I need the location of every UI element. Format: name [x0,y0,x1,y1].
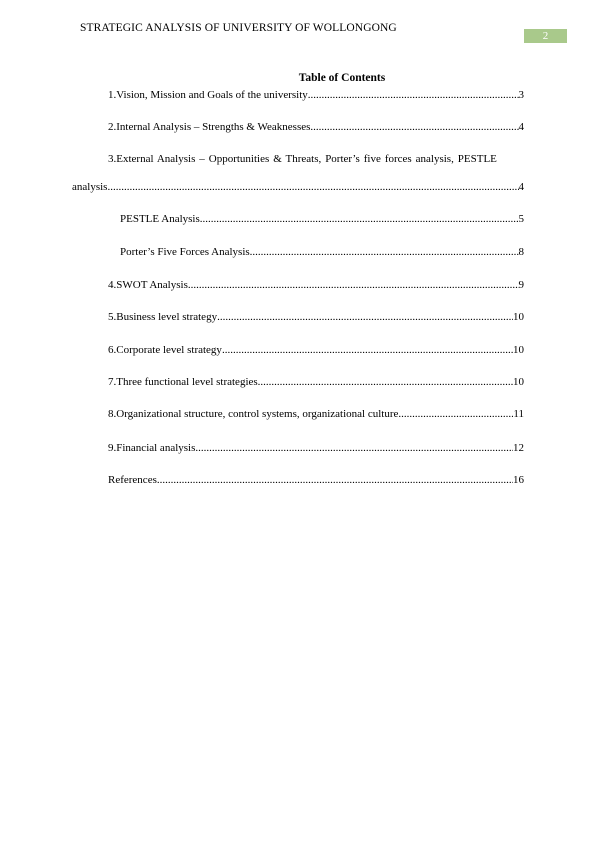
toc-dot-leader [308,88,519,102]
toc-entry-page: 8 [518,246,524,258]
toc-entry-label: 8.Organizational structure, control systems, organizational culture [108,408,399,420]
toc-entry-porters-five-forces[interactable] [120,245,524,259]
toc-entry-functional-strategies[interactable] [108,375,524,389]
toc-entry-references[interactable] [108,473,524,487]
toc-dot-leader [222,343,513,357]
toc-dot-leader [107,180,518,194]
toc-dot-leader [157,473,513,487]
toc-entry-label: analysis [72,181,108,193]
toc-entry-external-analysis-line1[interactable]: 3.External Analysis – Opportunities & Threats, Porter’s five forces analysis, PESTLE [108,153,497,165]
page-number-badge: 2 [524,29,567,43]
toc-entry-label: References [108,474,157,486]
toc-entry-page: 10 [513,311,524,323]
toc-entry-label: 9.Financial analysis [108,442,196,454]
toc-entry-label: 2.Internal Analysis – Strengths & Weaknesses [108,121,311,133]
toc-entry-page: 4 [518,181,524,193]
toc-entry-label: 1.Vision, Mission and Goals of the university [108,89,308,101]
toc-entry-organizational-structure[interactable] [108,407,524,421]
toc-entry-internal-analysis[interactable] [108,120,524,134]
toc-title: Table of Contents [298,72,386,84]
toc-entry-page: 5 [518,213,524,225]
toc-entry-page: 3 [518,89,524,101]
toc-entry-page: 4 [518,121,524,133]
toc-entry-label: 7.Three functional level strategies [108,376,258,388]
toc-entry-financial-analysis[interactable] [108,441,524,455]
toc-entry-label: 5.Business level strategy [108,311,218,323]
toc-entry-page: 16 [513,474,524,486]
toc-entry-vision[interactable] [108,88,524,102]
toc-entry-corporate-strategy[interactable] [108,343,524,357]
toc-dot-leader [398,407,513,421]
toc-entry-label: PESTLE Analysis [120,213,200,225]
toc-dot-leader [250,245,519,259]
toc-entry-swot[interactable] [108,278,524,292]
toc-entry-page: 11 [513,408,524,420]
toc-dot-leader [310,120,518,134]
toc-entry-page: 10 [513,344,524,356]
running-head: STRATEGIC ANALYSIS OF UNIVERSITY OF WOLLONGONG [80,22,397,34]
toc-dot-leader [258,375,513,389]
toc-entry-pestle[interactable] [120,212,524,226]
toc-entry-external-analysis[interactable] [72,180,524,194]
toc-entry-business-strategy[interactable] [108,310,524,324]
toc-entry-page: 12 [513,442,524,454]
toc-entry-label: 6.Corporate level strategy [108,344,222,356]
toc-entry-label: Porter’s Five Forces Analysis [120,246,250,258]
toc-entry-label: 4.SWOT Analysis [108,279,188,291]
toc-dot-leader [217,310,513,324]
toc-entry-page: 10 [513,376,524,388]
toc-dot-leader [195,441,513,455]
toc-dot-leader [188,278,519,292]
toc-dot-leader [200,212,519,226]
toc-entry-page: 9 [518,279,524,291]
